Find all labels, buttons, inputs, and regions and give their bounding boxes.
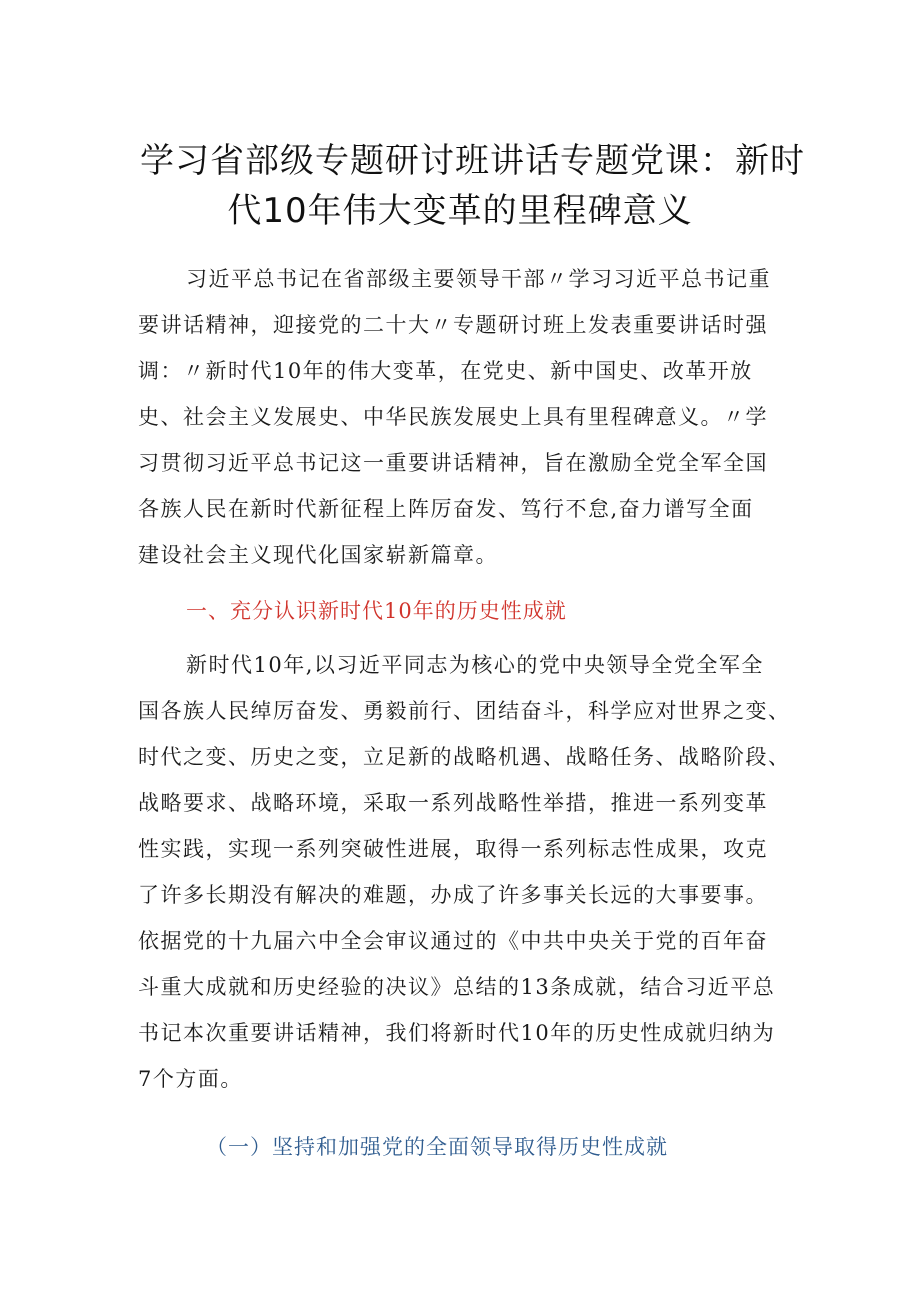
body-line: 了许多长期没有解决的难题，办成了许多事关长远的大事要事。 bbox=[138, 883, 768, 907]
document-title-line-2: 代10年伟大变革的里程碑意义 bbox=[227, 191, 693, 231]
intro-line: 习近平总书记在省部级主要领导干部〃学习习近平总书记重 bbox=[186, 267, 771, 291]
intro-line: 史、社会主义发展史、中华民族发展史上具有里程碑意义。〃学 bbox=[138, 405, 768, 429]
intro-line: 要讲话精神，迎接党的二十大〃专题研讨班上发表重要讲话时强 bbox=[138, 313, 768, 337]
intro-line: 习贯彻习近平总书记这一重要讲话精神，旨在激励全党全军全国 bbox=[138, 451, 768, 475]
body-line: 国各族人民绰厉奋发、勇毅前行、团结奋斗，科学应对世界之变、 bbox=[138, 699, 791, 723]
intro-line: 调：〃新时代10年的伟大变革，在党史、新中国史、改革开放 bbox=[138, 359, 753, 383]
document-title-line-1: 学习省部级专题研讨班讲话专题党课：新时 bbox=[140, 141, 805, 181]
section-heading: 一、充分认识新时代10年的历史性成就 bbox=[186, 599, 567, 623]
body-line: 书记本次重要讲话精神，我们将新时代10年的历史性成就归纳为 bbox=[138, 1021, 776, 1045]
body-line: 7个方面。 bbox=[138, 1067, 243, 1091]
body-line: 战略要求、战略环境，采取一系列战略性举措，推进一系列变革 bbox=[138, 791, 768, 815]
intro-line: 建设社会主义现代化国家崭新篇章。 bbox=[138, 543, 498, 567]
body-line: 斗重大成就和历史经验的决议》总结的13条成就，结合习近平总 bbox=[138, 975, 776, 999]
body-line: 依据党的十九届六中全会审议通过的《中共中央关于党的百年奋 bbox=[138, 929, 768, 953]
body-line: 新时代10年,以习近平同志为核心的党中央领导全党全军全 bbox=[186, 653, 764, 677]
subsection-heading: （一）坚持和加强党的全面领导取得历史性成就 bbox=[206, 1135, 668, 1159]
body-line: 性实践，实现一系列突破性进展，取得一系列标志性成果，攻克 bbox=[138, 837, 768, 861]
intro-line: 各族人民在新时代新征程上阵厉奋发、笃行不怠,奋力谱写全面 bbox=[138, 497, 754, 521]
body-line: 时代之变、历史之变，立足新的战略机遇、战略任务、战略阶段、 bbox=[138, 745, 791, 769]
